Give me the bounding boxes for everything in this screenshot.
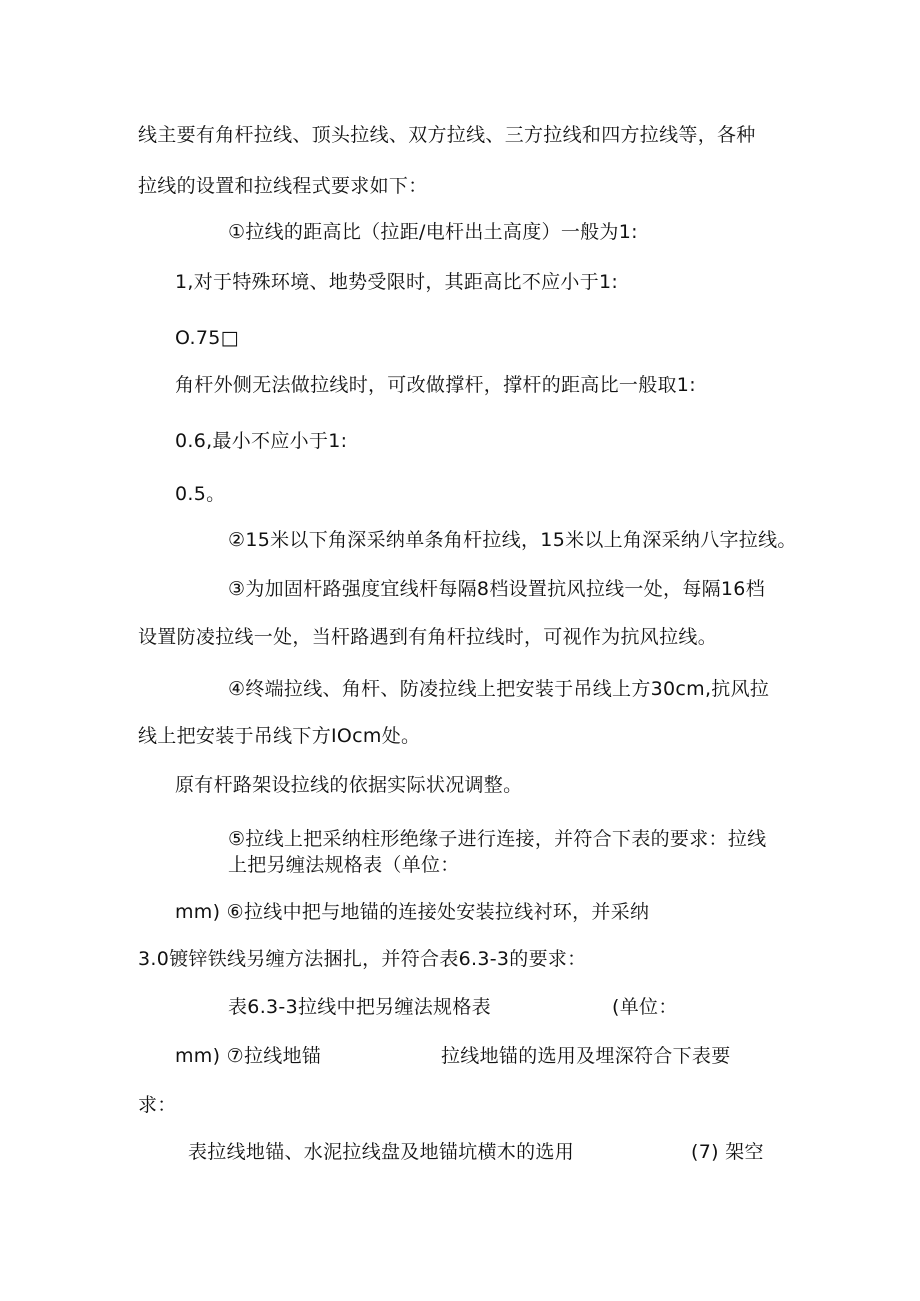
text-line: 0.5。 [175,483,226,505]
text-line: 求： [138,1094,177,1116]
text-line: 设置防凌拉线一处，当杆路遇到有角杆拉线时，可视作为抗风拉线。 [138,626,718,648]
text-line: mm) ⑦拉线地锚 [175,1045,322,1067]
text-line: 原有杆路架设拉线的依据实际状况调整。 [175,774,523,796]
text-line: 表6.3-3拉线中把另缠法规格表 [228,996,491,1018]
text-line: O.75□ [175,327,239,349]
text-line: 线主要有角杆拉线、顶头拉线、双方拉线、三方拉线和四方拉线等，各种 [138,124,756,146]
text-line: (单位： [612,996,678,1018]
text-line: 拉线地锚的选用及埋深符合下表要 [441,1045,731,1067]
text-line: 拉线的设置和拉线程式要求如下： [138,175,428,197]
text-line: 线上把安装于吊线下方IOcm处。 [138,725,421,747]
text-line: ①拉线的距高比（拉距/电杆出土高度）一般为1: [228,221,638,243]
text-line: 3.0镀锌铁线另缠方法捆扎，并符合表6.3-3的要求： [138,948,587,970]
text-line: (7) 架空 [691,1141,764,1163]
text-line: ④终端拉线、角杆、防凌拉线上把安装于吊线上方30cm,抗风拉 [228,678,770,700]
text-line: ⑤拉线上把采纳柱形绝缘子进行连接，并符合下表的要求：拉线 [228,828,767,850]
text-line: ③为加固杆路强度宜线杆每隔8档设置抗风拉线一处，每隔16档 [228,578,765,600]
text-line: 0.6,最小不应小于1: [175,430,348,452]
text-line: 上把另缠法规格表（单位： [228,854,460,876]
text-line: 角杆外侧无法做拉线时，可改做撑杆，撑杆的距高比一般取1: [175,374,696,396]
text-line: ②15米以下角深采纳单条角杆拉线，15米以上角深采纳八字拉线。 [228,529,797,551]
text-line: mm) ⑥拉线中把与地锚的连接处安装拉线衬环，并采纳 [175,901,650,923]
text-line: 表拉线地锚、水泥拉线盘及地锚坑横木的选用 [188,1141,575,1163]
text-line: 1,对于特殊环境、地势受限时，其距高比不应小于1: [175,271,619,293]
